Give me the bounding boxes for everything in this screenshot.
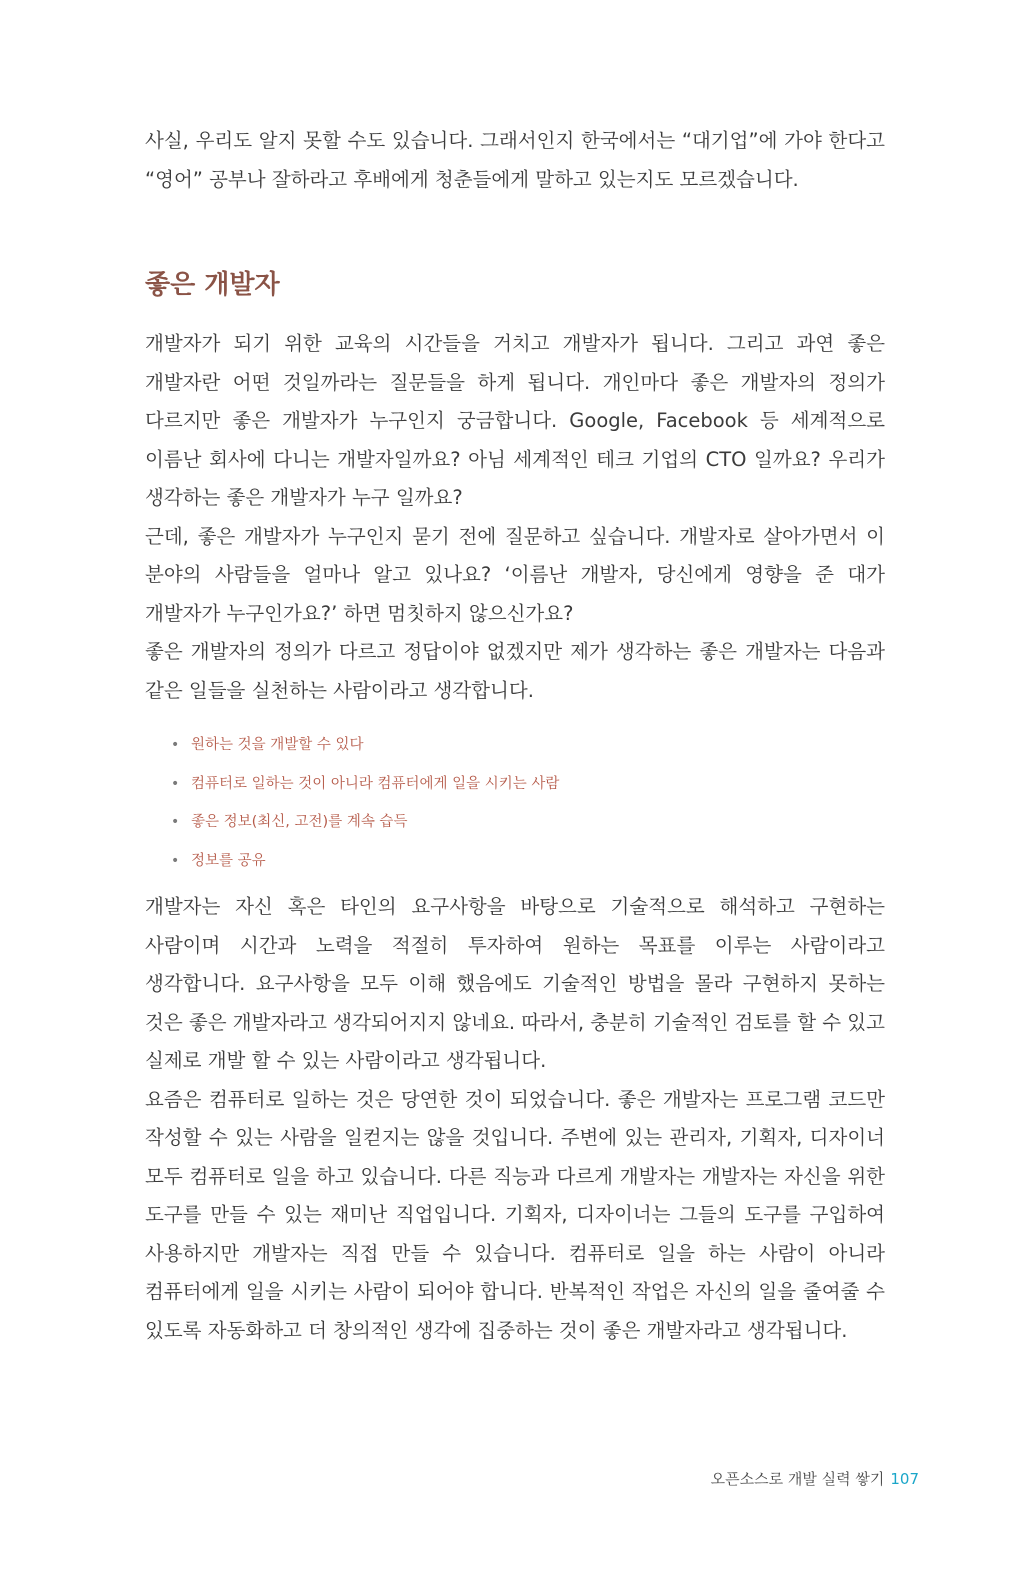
bullet-dot-icon: •	[171, 737, 180, 753]
bullet-item	[171, 803, 885, 842]
bullet-dot-icon: •	[171, 814, 180, 830]
bullet-text: 컴퓨터로 일하는 것이 아니라 컴퓨터에게 일을 시키는 사람	[191, 775, 560, 792]
bullet-text: 좋은 정보(최신, 고전)를 계속 습득	[191, 814, 408, 830]
bullet-list	[145, 726, 885, 880]
body-paragraph-3: 좋은 개발자의 정의가 다르고 정답이야 없겠지만 제가 생각하는 좋은 개발자는 다음과 같은 일들을 실천하는 사람이라고 생각합니다.	[145, 640, 885, 702]
bullet-text: 원하는 것을 개발할 수 있다	[191, 737, 364, 753]
body-paragraph-1: 개발자가 되기 위한 교육의 시간들을 거치고 개발자가 됩니다. 그리고 과연 좋은 개발자란 어떤 것일까라는 질문들을 하게 됩니다. 개인마다 좋은 개발자의 정의가 다르지만 좋은 개발자가 누구인지 궁금합니다. Google, Facebook 등 세계적으로 이름난 회사에 다니는 개발자일까요? 아님 세계적인 테크 기업의 CTO 일까요? 우리가 생각하는 좋은 개발자가 누구 일까요?	[145, 332, 885, 509]
bullet-item	[171, 726, 885, 765]
intro-paragraph: 사실, 우리도 알지 못할 수도 있습니다. 그래서인지 한국에서는 “대기업”에 가야 한다고 “영어” 공부나 잘하라고 후배에게 청춘들에게 말하고 있는지도 모르겠습니다.	[145, 129, 885, 191]
body-paragraph-5: 요즘은 컴퓨터로 일하는 것은 당연한 것이 되었습니다. 좋은 개발자는 프로그램 코드만 작성할 수 있는 사람을 일컫지는 않을 것입니다. 주변에 있는 관리자, 기획자, 디자이너 모두 컴퓨터로 일을 하고 있습니다. 다른 직능과 다르게 개발자는 개발자는 자신을 위한 도구를 만들 수 있는 재미난 직업입니다. 기획자, 디자이너는 그들의 도구를 구입하여 사용하지만 개발자는 직접 만들 수 있습니다. 컴퓨터로 일을 하는 사람이 아니라 컴퓨터에게 일을 시키는 사람이 되어야 합니다. 반복적인 작업은 자신의 일을 줄여줄 수 있도록 자동화하고 더 창의적인 생각에 집중하는 것이 좋은 개발자라고 생각됩니다.	[145, 1087, 885, 1342]
bullet-text: 정보를 공유	[191, 852, 266, 869]
bullet-dot-icon: •	[171, 775, 180, 792]
page-footer	[711, 1467, 919, 1491]
book-title: 오픈소스로 개발 실력 쌓기	[710, 1470, 885, 1488]
bullet-item	[171, 842, 885, 881]
page-number: 107	[890, 1470, 919, 1488]
body-paragraph-2: 근데, 좋은 개발자가 누구인지 묻기 전에 질문하고 싶습니다. 개발자로 살아가면서 이 분야의 사람들을 얼마나 알고 있나요? ‘이름난 개발자, 당신에게 영향을 준 대가 개발자가 누구인가요?’ 하면 멈칫하지 않으신가요?	[145, 524, 885, 625]
section-title: 좋은 개발자	[145, 270, 280, 300]
page-content	[145, 122, 885, 1350]
bullet-item	[171, 765, 885, 804]
bullet-dot-icon: •	[171, 852, 180, 869]
body-paragraph-4: 개발자는 자신 혹은 타인의 요구사항을 바탕으로 기술적으로 해석하고 구현하는 사람이며 시간과 노력을 적절히 투자하여 원하는 목표를 이루는 사람이라고 생각합니다. 요구사항을 모두 이해 했음에도 기술적인 방법을 몰라 구현하지 못하는 것은 좋은 개발자라고 생각되어지지 않네요. 따라서, 충분히 기술적인 검토를 할 수 있고 실제로 개발 할 수 있는 사람이라고 생각됩니다.	[145, 895, 885, 1072]
